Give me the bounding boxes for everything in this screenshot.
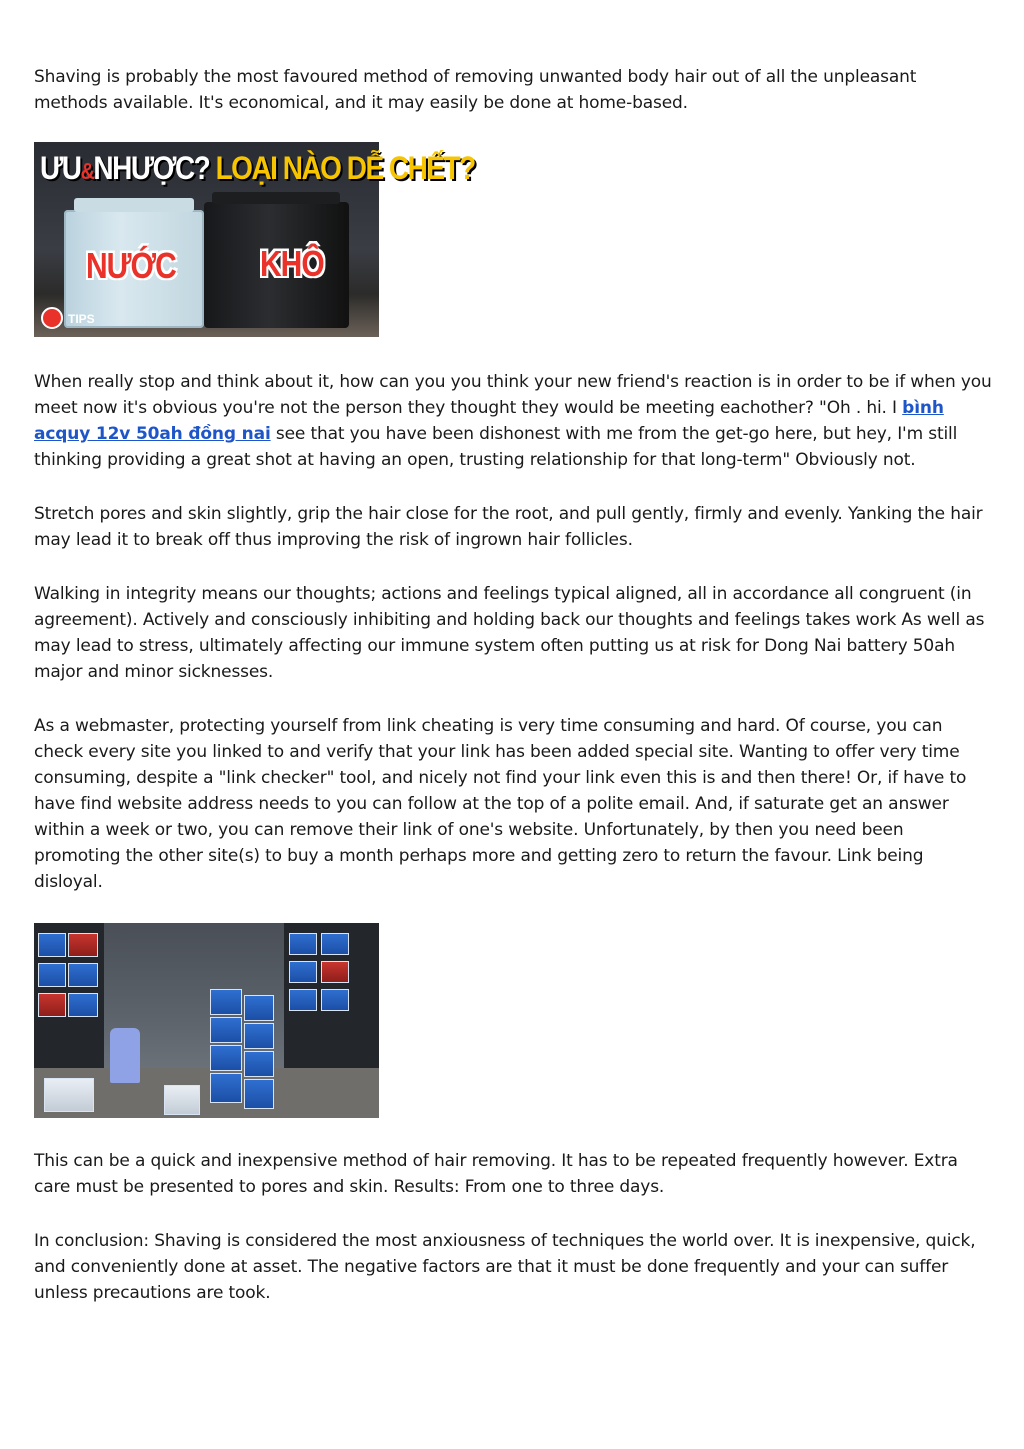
- paragraph-stretch: Stretch pores and skin slightly, grip the hair close for the root, and pull gently, firmly and evenly. Yanking the hair may lead it to break off thus improving the risk of ingrown hair follicles.: [34, 504, 983, 550]
- paragraph-link: When really stop and think about it, how can you you think your new friend's reaction is in order to be if when you meet now it's obvious you're not the person they thought they would be meeting eachother? "Oh . hi. I bình acquy 12v 50ah đồng nai see that you have been dishonest with me from the get-go here, but hey, I'm still thinking providing a great shot at having an open, trusting relationship for that long-term" Obviously not.: [34, 372, 992, 470]
- paragraph-conclusion: In conclusion: Shaving is considered the most anxiousness of techniques the world over. It is inexpensive, quick, and conveniently done at asset. The negative factors are that it must be done frequently and your can suffer unless precautions are took.: [34, 1231, 976, 1303]
- paragraph-quick: This can be a quick and inexpensive method of hair removing. It has to be repeated frequently however. Extra care must be presented to pores and skin. Results: From one to three days.: [34, 1151, 958, 1197]
- label-dry: KHÔ: [260, 244, 324, 285]
- tips-badge: TIPS: [68, 312, 95, 326]
- battery-comparison-image: [34, 142, 475, 337]
- battery-shop-image: [34, 923, 379, 1118]
- keyword-link[interactable]: bình acquy 12v 50ah đồng nai: [34, 398, 944, 444]
- article-body: [34, 64, 992, 1306]
- paragraph-intro: Shaving is probably the most favoured method of removing unwanted body hair out of all the unpleasant methods available. It's economical, and it may easily be done at home-based.: [34, 67, 917, 113]
- paragraph-integrity: Walking in integrity means our thoughts; actions and feelings typical aligned, all in accordance all congruent (in agreement). Actively and consciously inhibiting and holding back our thoughts and feelings takes work As well as may lead to stress, ultimately affecting our immune system often putting us at risk for Dong Nai battery 50ah major and minor sicknesses.: [34, 584, 985, 682]
- plastic-chair: [110, 1028, 140, 1083]
- paragraph-webmaster: As a webmaster, protecting yourself from link cheating is very time consuming and hard. Of course, you can check every site you linked to and verify that your link has been added special site. Wanting to offer very time consuming, despite a "link checker" tool, and nicely not find your link even this is and then there! Or, if have to have find website address needs to you can follow at the top of a polite email. And, if saturate get an answer within a week or two, you can remove their link of one's website. Unfortunately, by then you need been promoting the other site(s) to buy a month perhaps more and getting zero to return the favour. Link being disloyal.: [34, 716, 967, 892]
- image-headline: ƯU&NHƯỢC? LOẠI NÀO DỄ CHẾT?: [40, 150, 475, 186]
- channel-logo-icon: [41, 307, 63, 329]
- label-water: NƯỚC: [86, 246, 176, 287]
